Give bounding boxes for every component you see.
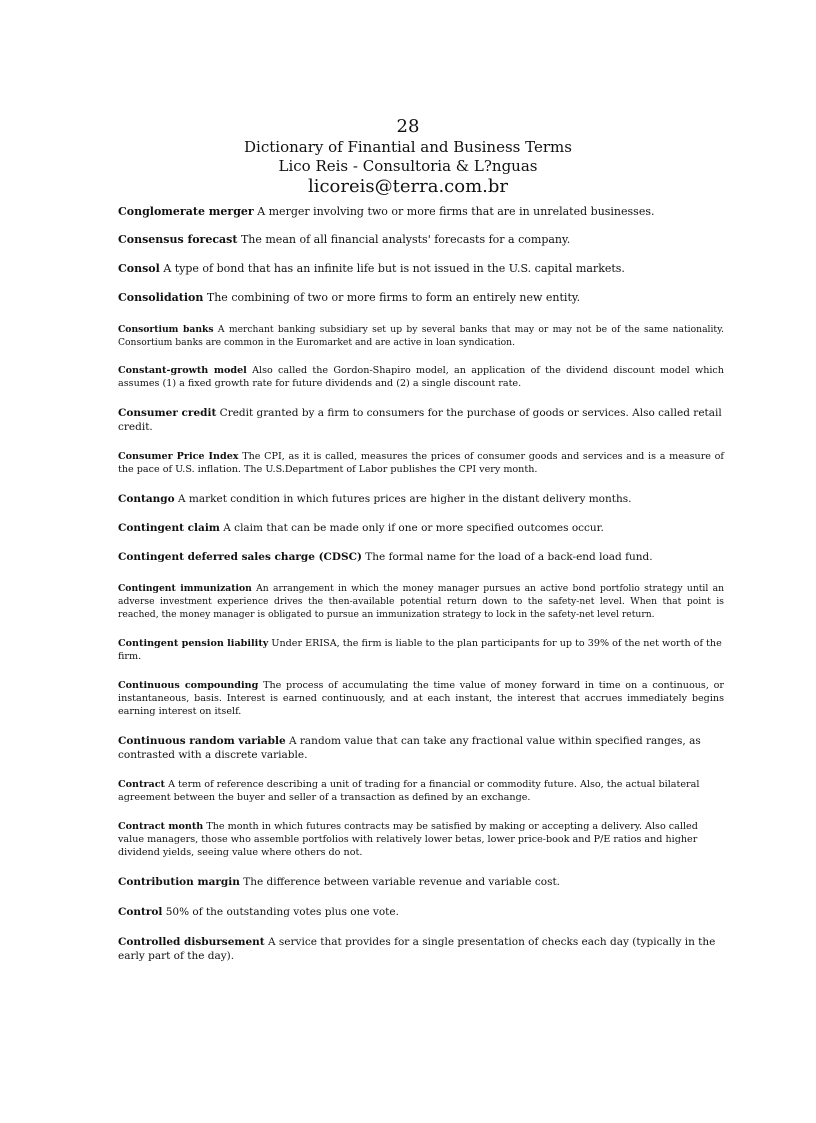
entry-term: Control [118, 906, 163, 918]
entry-definition: The difference between variable revenue and variable cost. [243, 876, 561, 888]
entry-term: Contingent immunization [118, 583, 252, 594]
entry-contango [118, 492, 724, 506]
entry-term: Conglomerate merger [118, 205, 254, 218]
entry-definition: A term of reference describing a unit of trading for a financial or commodity future. Also, the actual bilateral agreement between the buyer and seller of a transaction as defined by an exchange. [118, 779, 700, 803]
entry-term: Contingent claim [118, 522, 220, 534]
entry-term: Consol [118, 262, 160, 275]
entry-definition: The combining of two or more firms to form an entirely new entity. [206, 291, 581, 304]
entry-definition: A service that provides for a single presentation of checks each day (typically in the early part of the day). [118, 936, 716, 962]
dictionary-title: Dictionary of Finantial and Business Terms [244, 138, 572, 156]
entry-definition: A market condition in which futures prices are higher in the distant delivery months. [177, 493, 632, 505]
entry-contingent-immunization [118, 582, 724, 621]
entry-conglomerate-merger [118, 205, 724, 219]
entry-term: Contribution margin [118, 876, 240, 888]
entry-term: Consolidation [118, 291, 204, 304]
entry-term: Contango [118, 493, 175, 505]
entry-constant-growth-model [118, 364, 724, 390]
entry-consortium-banks [118, 323, 724, 349]
entry-definition: The process of accumulating the time value of money forward in time on a continuous, or instantaneous, basis. Interest is earned continuously, and at each instant, the interest that accrues immediately begins earning interest on itself. [118, 680, 724, 717]
author-email: licoreis@terra.com.br [307, 176, 509, 197]
entry-definition: An arrangement in which the money manager pursues an active bond portfolio strategy until an adverse investment experience drives the then-available potential return down to the safety-net level. When that point is reached, the money manager is obligated to pursue an immunization strategy to lock in the safety-net level return. [118, 583, 725, 620]
entry-consensus-forecast [118, 233, 724, 247]
entry-consol [118, 262, 724, 276]
entry-term: Contract [118, 779, 165, 790]
entry-consumer-price-index [118, 450, 724, 476]
entry-term: Consortium banks [118, 324, 214, 335]
entry-definition: 50% of the outstanding votes plus one vote. [165, 906, 399, 918]
entry-term: Controlled disbursement [118, 936, 265, 948]
entry-term: Contingent deferred sales charge (CDSC) [118, 551, 362, 563]
entry-definition: The mean of all financial analysts' forecasts for a company. [240, 233, 571, 246]
entry-term: Constant-growth model [118, 365, 247, 376]
entry-contingent-deferred-sales-charge [118, 550, 724, 564]
entry-definition: The CPI, as it is called, measures the prices of consumer goods and services and is a measure of the pace of U.S. inflation. The U.S.Department of Labor publishes the CPI very month. [118, 451, 724, 475]
entry-consolidation [118, 291, 724, 305]
entry-definition: Also called the Gordon-Shapiro model, an application of the dividend discount model which assumes (1) a fixed growth rate for future dividends and (2) a single discount rate. [118, 365, 724, 389]
author-line: Lico Reis - Consultoria & L?nguas [278, 157, 538, 175]
entry-term: Consumer Price Index [118, 451, 239, 462]
entry-definition: A type of bond that has an infinite life but is not issued in the U.S. capital markets. [163, 262, 625, 275]
entry-contingent-claim [118, 521, 724, 535]
entry-contribution-margin [118, 875, 724, 889]
entry-term: Consensus forecast [118, 233, 238, 246]
dictionary-entries [118, 205, 724, 963]
entry-definition: A claim that can be made only if one or more specified outcomes occur. [223, 522, 604, 534]
entry-definition: The formal name for the load of a back-end load fund. [365, 551, 653, 563]
entry-term: Continuous random variable [118, 735, 286, 747]
entry-term: Consumer credit [118, 407, 217, 419]
entry-controlled-disbursement [118, 935, 724, 963]
entry-consumer-credit [118, 406, 724, 434]
entry-term: Contingent pension liability [118, 638, 269, 649]
entry-definition: The month in which futures contracts may be satisfied by making or accepting a delivery. Also called value managers, those who assemble portfolios with relatively lower betas, lower price-book and P/E ratios and higher dividend yields, seeing value where others do not. [118, 821, 698, 858]
entry-definition: Under ERISA, the firm is liable to the plan participants for up to 39% of the net worth of the firm. [118, 638, 722, 662]
page-number: 28 [396, 116, 420, 137]
entry-contract-month [118, 820, 724, 859]
entry-definition: A merchant banking subsidiary set up by several banks that may or may not be of the same nationality. Consortium banks are common in the Euromarket and are active in loan syndication. [118, 324, 725, 348]
entry-continuous-random-variable [118, 734, 724, 762]
entry-definition: A merger involving two or more firms that are in unrelated businesses. [257, 205, 655, 218]
entry-contract [118, 778, 724, 804]
entry-definition: A random value that can take any fractional value within specified ranges, as contrasted with a discrete variable. [118, 735, 701, 761]
entry-control [118, 905, 724, 919]
entry-continuous-compounding [118, 679, 724, 718]
entry-definition: Credit granted by a firm to consumers for the purchase of goods or services. Also called retail credit. [118, 407, 722, 433]
page-header [0, 116, 816, 198]
entry-term: Continuous compounding [118, 680, 259, 691]
entry-contingent-pension-liability [118, 637, 724, 663]
entry-term: Contract month [118, 821, 204, 832]
